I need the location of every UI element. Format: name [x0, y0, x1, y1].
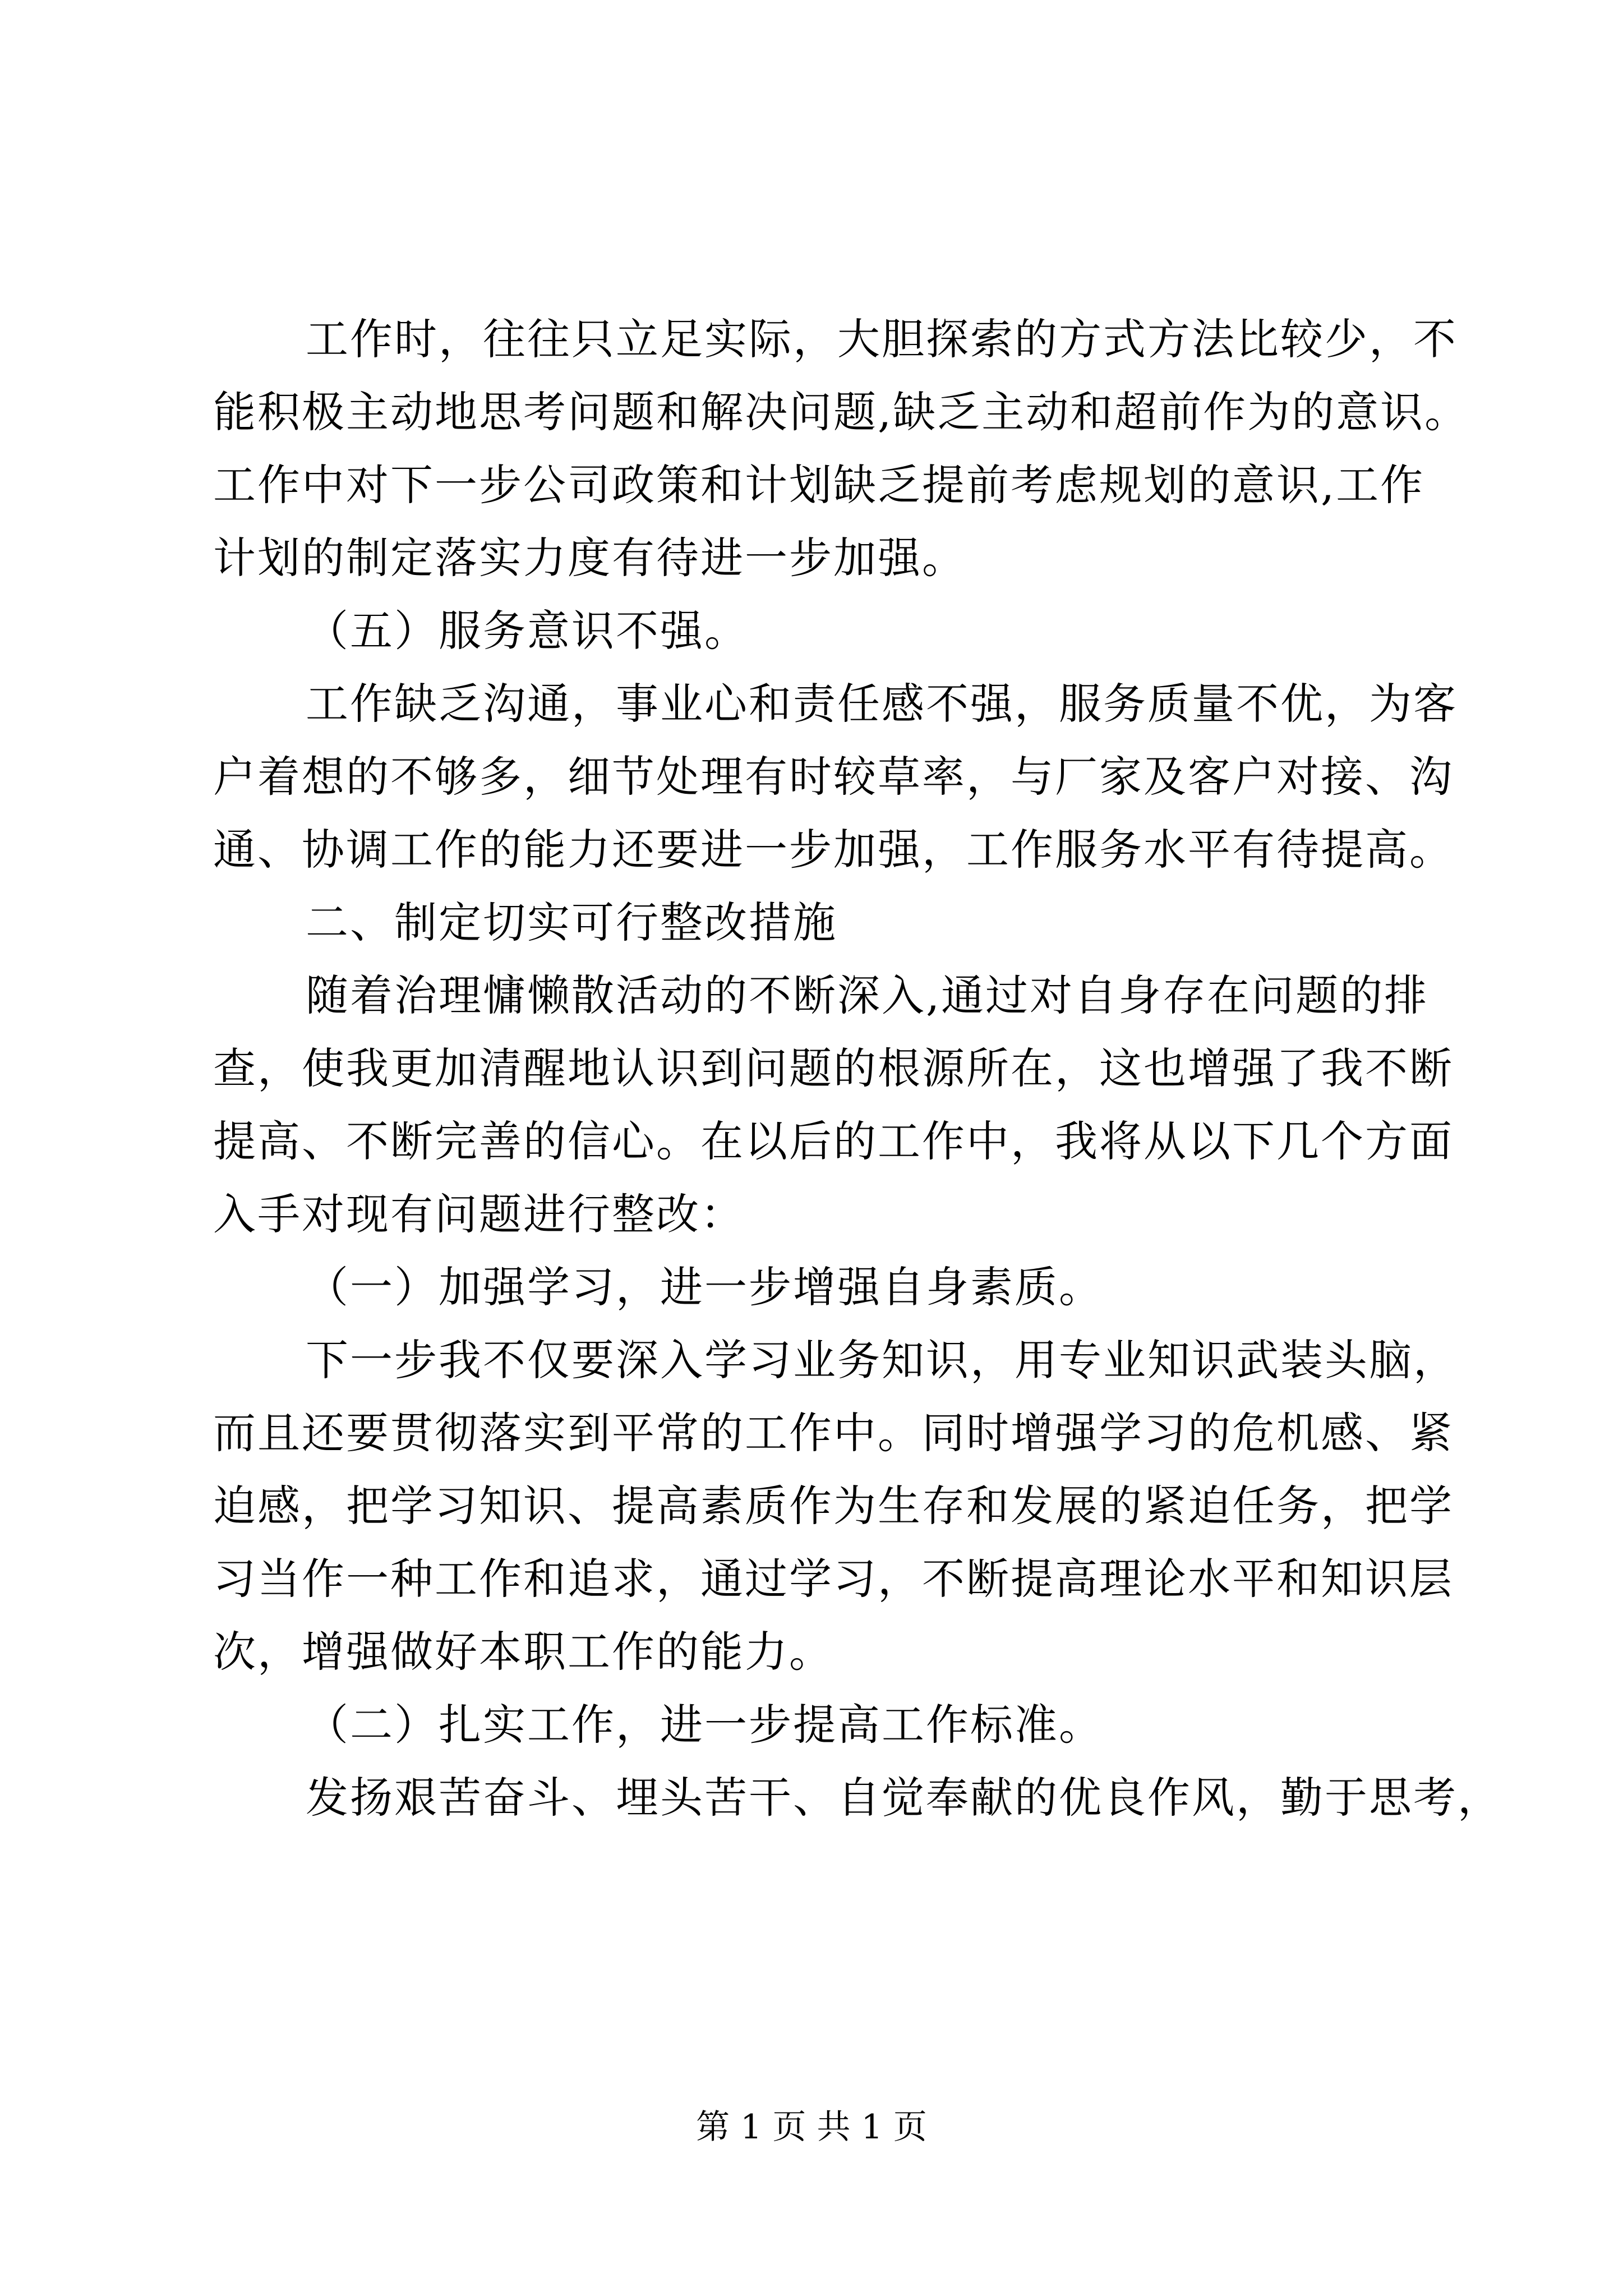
body-line: 能积极主动地思考问题和解决问题,缺乏主动和超前作为的意识。	[213, 387, 1469, 437]
body-line: 次，增强做好本职工作的能力。	[213, 1627, 833, 1677]
page-footer: 第 1 页 共 1 页	[696, 2108, 927, 2147]
body-line: 而且还要贯彻落实到平常的工作中。同时增强学习的危机感、紧	[213, 1408, 1454, 1458]
body-line: 下一步我不仅要深入学习业务知识，用专业知识武装头脑，	[306, 1335, 1458, 1385]
body-line: 迫感，把学习知识、提高素质作为生存和发展的紧迫任务，把学	[213, 1481, 1454, 1531]
section-heading: （五）服务意识不强。	[306, 606, 749, 656]
body-line: 户着想的不够多，细节处理有时较草率，与厂家及客户对接、沟	[213, 752, 1454, 802]
body-line: 发扬艰苦奋斗、埋头苦干、自觉奉献的优良作风，勤于思考，	[306, 1773, 1502, 1823]
body-line: 计划的制定落实力度有待进一步加强。	[213, 533, 966, 583]
body-line: 随着治理慵懒散活动的不断深入,通过对自身存在问题的排	[306, 970, 1429, 1020]
body-line: 通、协调工作的能力还要进一步加强，工作服务水平有待提高。	[213, 825, 1454, 875]
section-heading: （一）加强学习，进一步增强自身素质。	[306, 1262, 1103, 1312]
body-line: 工作中对下一步公司政策和计划缺乏提前考虑规划的意识,工作	[213, 460, 1425, 510]
body-line: 提高、不断完善的信心。在以后的工作中，我将从以下几个方面	[213, 1116, 1454, 1166]
body-line: 入手对现有问题进行整改：	[213, 1189, 745, 1239]
body-line: 查，使我更加清醒地认识到问题的根源所在，这也增强了我不断	[213, 1043, 1454, 1093]
body-line: 习当作一种工作和追求，通过学习，不断提高理论水平和知识层	[213, 1554, 1454, 1604]
body-line: 工作时，往往只立足实际，大胆探索的方式方法比较少，不	[306, 314, 1458, 364]
section-heading: （二）扎实工作，进一步提高工作标准。	[306, 1700, 1103, 1750]
body-line: 工作缺乏沟通，事业心和责任感不强，服务质量不优，为客	[306, 679, 1458, 729]
section-heading: 二、制定切实可行整改措施	[306, 898, 837, 947]
